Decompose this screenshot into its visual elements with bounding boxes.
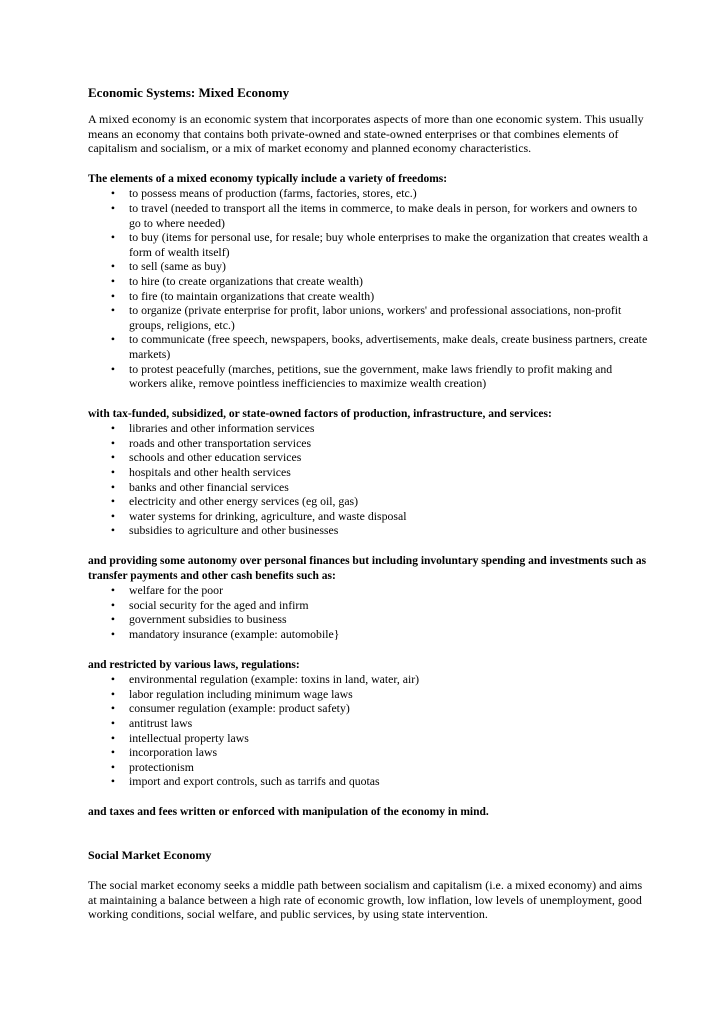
list-item [88,362,648,391]
bullet-icon: • [110,332,116,347]
section-lead: with tax-funded, subsidized, or state-owned factors of production, infrastructure, and services: [88,407,552,420]
section-heading-social-market: Social Market Economy [88,847,212,862]
bullet-icon: • [110,435,116,450]
bullet-icon: • [110,597,116,612]
list-item [88,201,648,230]
list-item-text: import and export controls, such as tarrifs and quotas [129,774,380,789]
bullet-icon: • [110,421,116,436]
list-item [88,672,648,687]
list-item [88,450,648,465]
bullet-list [88,583,648,641]
bullet-icon: • [110,583,116,598]
list-item [88,289,648,304]
bullet-icon: • [110,745,116,760]
bullet-icon: • [110,273,116,288]
list-item [88,494,648,509]
bullet-icon: • [110,303,116,318]
list-item [88,627,648,642]
list-item [88,259,648,274]
section-lead: The elements of a mixed economy typically include a variety of freedoms: [88,172,448,185]
section-lead: and providing some autonomy over personal finances but including involuntary spending and investments such as transfer payments and other cash benefits such as: [88,555,647,582]
list-item [88,745,648,760]
list-item [88,436,648,451]
list-item [88,509,648,524]
bullet-icon: • [110,672,116,687]
list-item [88,583,648,598]
list-item-text: to communicate (free speech, newspapers, books, advertisements, make deals, create business partners, create markets) [129,332,648,361]
list-item-text: mandatory insurance (example: automobile} [129,627,340,641]
list-item [88,687,648,702]
list-item-text: intellectual property laws [129,730,249,745]
list-item-text: welfare for the poor [129,583,224,598]
bullet-icon: • [110,508,116,523]
list-item-text: environmental regulation (example: toxins in land, water, air) [129,672,420,687]
list-item [88,612,648,627]
list-item-text: to fire (to maintain organizations that create wealth) [129,288,375,303]
document-page [88,84,648,922]
list-item-text: social security for the aged and infirm [129,597,309,612]
list-item-text: roads and other transportation services [129,435,312,450]
list-item [88,760,648,775]
list-item-text: to protest peacefully (marches, petitions, sue the government, make laws friendly to profit making and workers alike, remove pointless inefficiencies to maximize wealth creation) [129,361,613,391]
list-item-text: to possess means of production (farms, factories, stores, etc.) [129,186,417,201]
list-item [88,523,648,538]
section-lead: and restricted by various laws, regulations: [88,658,300,671]
bullet-icon: • [110,627,116,641]
bullet-icon: • [110,186,116,201]
bullet-icon: • [110,774,116,789]
list-item [88,332,648,361]
list-item-text: schools and other education services [129,450,302,465]
list-item [88,421,648,436]
bullet-icon: • [110,200,116,215]
bullet-list [88,186,648,390]
list-item [88,731,648,746]
list-item-text: hospitals and other health services [129,465,291,480]
bullet-list [88,421,648,538]
list-item [88,701,648,716]
closing-statement: and taxes and fees written or enforced with manipulation of the economy in mind. [88,805,489,818]
list-item [88,716,648,731]
intro-paragraph: A mixed economy is an economic system that incorporates aspects of more than one economic system. This usually means an economy that contains both private-owned and state-owned enterprises or that combines elements of capitalism and socialism, or a mix of market economy and planned economy characteristics. [88,112,644,156]
sections-container [88,172,648,805]
list-item-text: to sell (same as buy) [129,259,226,274]
list-item [88,774,648,789]
list-item [88,303,648,332]
bullet-icon: • [110,450,116,465]
bullet-icon: • [110,612,116,627]
bullet-icon: • [110,759,116,774]
list-item-text: consumer regulation (example: product safety) [129,701,350,716]
bullet-icon: • [110,230,116,245]
list-item-text: labor regulation including minimum wage laws [129,686,353,701]
bullet-icon: • [110,730,116,745]
page-title: Economic Systems: Mixed Economy [88,85,290,100]
list-item [88,186,648,201]
bullet-list [88,672,648,789]
bullet-icon: • [110,494,116,509]
list-item-text: to travel (needed to transport all the items in commerce, to make deals in person, for workers and owners to go to where needed) [129,200,638,230]
list-item [88,480,648,495]
list-item-text: to organize (private enterprise for profit, labor unions, workers' and professional associations, non-profit groups, religions, etc.) [129,303,622,332]
list-item-text: to buy (items for personal use, for resale; buy whole enterprises to make the organization that creates wealth a form of wealth itself) [129,230,648,259]
social-market-paragraph: The social market economy seeks a middle path between socialism and capitalism (i.e. a mixed economy) and aims at maintaining a balance between a high rate of economic growth, low inflation, low levels of unemployment, good working conditions, social welfare, and public services, by using state intervention. [88,878,643,922]
list-item-text: banks and other financial services [129,479,289,494]
list-item [88,230,648,259]
bullet-icon: • [110,523,116,538]
list-item-text: protectionism [129,759,194,774]
bullet-icon: • [110,479,116,494]
list-item [88,465,648,480]
list-item-text: incorporation laws [129,745,218,760]
bullet-icon: • [110,686,116,701]
bullet-icon: • [110,361,116,376]
list-item-text: antitrust laws [129,715,193,730]
list-item-text: subsidies to agriculture and other businesses [129,523,339,538]
list-item-text: libraries and other information services [129,421,315,436]
bullet-icon: • [110,259,116,274]
list-item [88,598,648,613]
list-item-text: water systems for drinking, agriculture, and waste disposal [129,508,407,523]
list-item-text: to hire (to create organizations that create wealth) [129,273,363,288]
list-item-text: government subsidies to business [129,612,287,627]
list-item [88,274,648,289]
bullet-icon: • [110,288,116,303]
bullet-icon: • [110,715,116,730]
list-item-text: electricity and other energy services (eg oil, gas) [129,494,359,509]
bullet-icon: • [110,465,116,480]
bullet-icon: • [110,701,116,716]
